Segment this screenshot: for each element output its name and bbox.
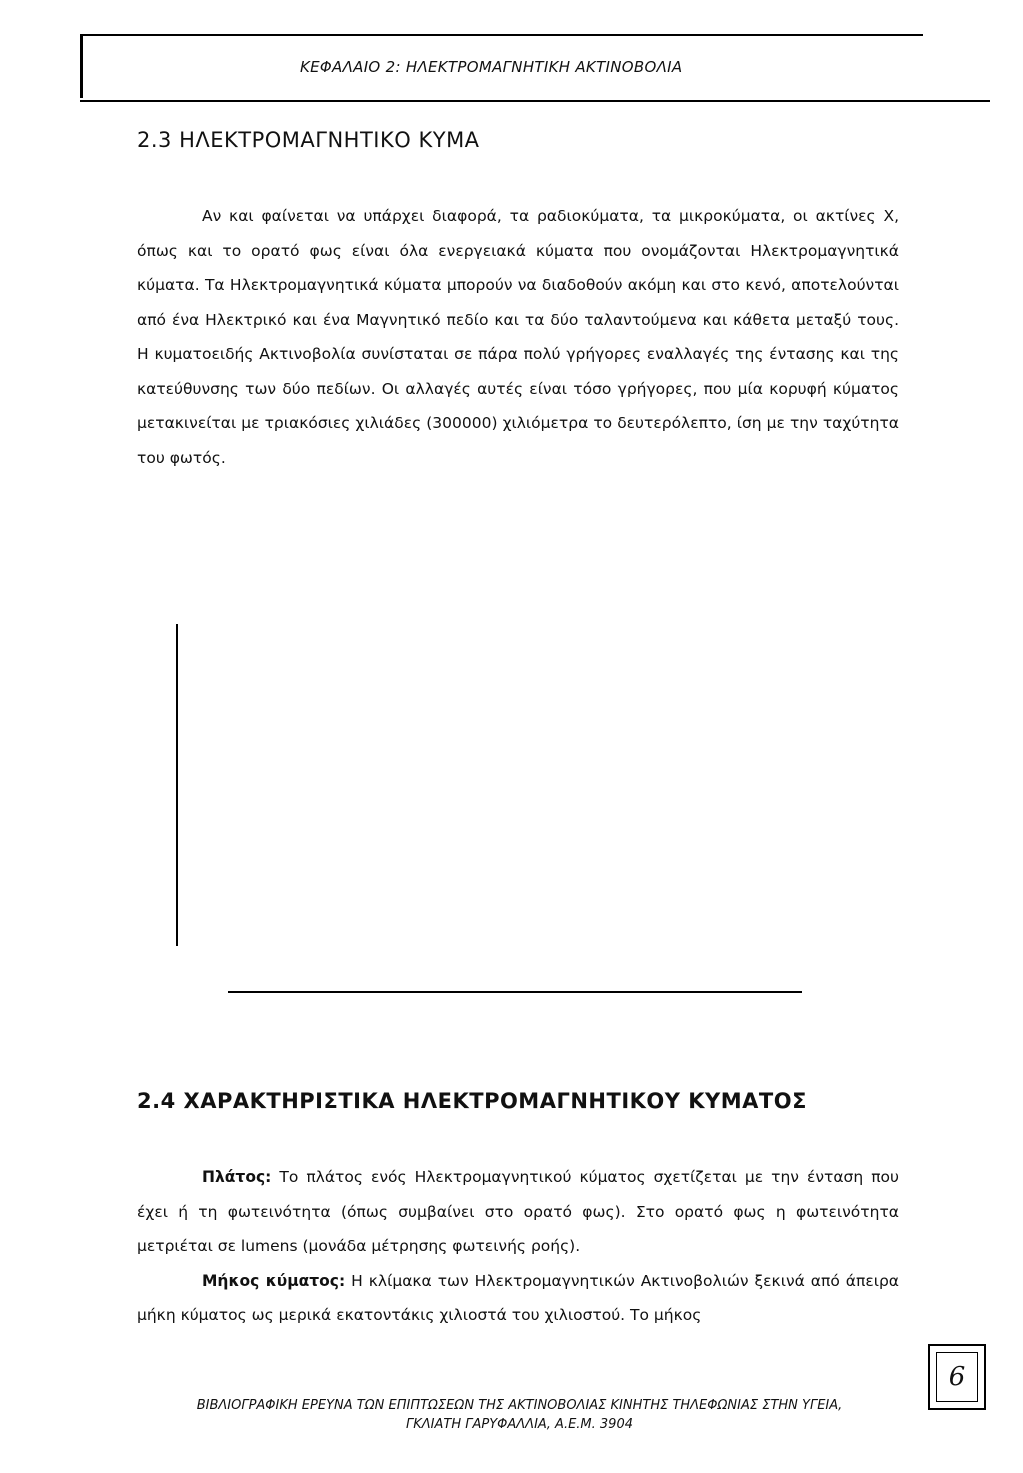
footer-line-1: ΒΙΒΛΙΟΓΡΑΦΙΚΗ ΕΡΕΥΝΑ ΤΩΝ ΕΠΙΠΤΩΣΕΩΝ ΤΗΣ ΑΚΤΙΝΟΒΟΛΙΑΣ ΚΙΝΗΤΗΣ ΤΗΛΕΦΩΝΙΑΣ ΣΤΗΝ ΥΓΕΙΑ, xyxy=(196,1398,843,1413)
figure-bottom-edge xyxy=(228,991,802,993)
wavelength-term: Μήκος κύματος: xyxy=(202,1271,346,1290)
section-2-3-heading: 2.3 ΗΛΕΚΤΡΟΜΑΓΝΗΤΙΚΟ ΚΥΜΑ xyxy=(137,128,480,152)
wavelength-text: Η κλίμακα των Ηλεκτρομαγνητικών Ακτινοβολιών ξεκινά από άπειρα μήκη κύματος ως μερικά εκατοντάκις χιλιοστά του χιλιοστού. Το μήκος xyxy=(137,1271,899,1324)
footer-line-2: ΓΚΛΙΑΤΗ ΓΑΡΥΦΑΛΛΙΑ, Α.Ε.Μ. 3904 xyxy=(406,1417,633,1432)
page-number: 6 xyxy=(936,1352,978,1402)
section-2-4-body xyxy=(137,1160,899,1333)
footer xyxy=(137,1396,902,1434)
amplitude-text: Το πλάτος ενός Ηλεκτρομαγνητικού κύματος σχετίζεται με την ένταση που έχει ή τη φωτεινότητα (όπως συμβαίνει στο ορατό φως). Στο ορατό φως η φωτεινότητα μετριέται σε lumens (μονάδα μέτρησης φωτεινής ροής). xyxy=(137,1168,899,1255)
wavelength-paragraph xyxy=(137,1264,899,1333)
header-rule xyxy=(80,100,990,102)
running-header: ΚΕΦΑΛΑΙΟ 2: ΗΛΕΚΤΡΟΜΑΓΝΗΤΙΚΗ ΑΚΤΙΝΟΒΟΛΙΑ xyxy=(300,58,683,76)
section-2-4-heading: 2.4 ΧΑΡΑΚΤΗΡΙΣΤΙΚΑ ΗΛΕΚΤΡΟΜΑΓΝΗΤΙΚΟΥ ΚΥΜΑΤΟΣ xyxy=(137,1089,807,1113)
amplitude-term: Πλάτος: xyxy=(202,1168,272,1186)
page-number-box xyxy=(928,1344,986,1410)
amplitude-paragraph xyxy=(137,1160,899,1264)
paragraph-text: Αν και φαίνεται να υπάρχει διαφορά, τα ραδιοκύματα, τα μικροκύματα, οι ακτίνες Χ, όπως και το ορατό φως είναι όλα ενεργειακά κύματα που ονομάζονται Ηλεκτρομαγνητικά κύματα. Τα Ηλεκτρομαγνητικά κύματα μπορούν να διαδοθούν ακόμη και στο κενό, αποτελούνται από ένα Ηλεκτρικό και ένα Μαγνητικό πεδίο και τα δύο ταλαντούμενα και κάθετα μεταξύ τους. Η κυματοειδής Ακτινοβολία συνίσταται σε πάρα πολύ γρήγορες εναλλαγές της έντασης και της κατεύθυνσης των δύο πεδίων. Οι αλλαγές αυτές είναι τόσο γρήγορες, που μία κορυφή κύματος μετακινείται με τριακόσιες χιλιάδες (300000) χιλιόμετρα το δευτερόλεπτο, ίση με την ταχύτητα του φωτός. xyxy=(137,207,899,467)
section-2-3-paragraph xyxy=(137,199,899,475)
figure-left-edge xyxy=(176,624,178,946)
